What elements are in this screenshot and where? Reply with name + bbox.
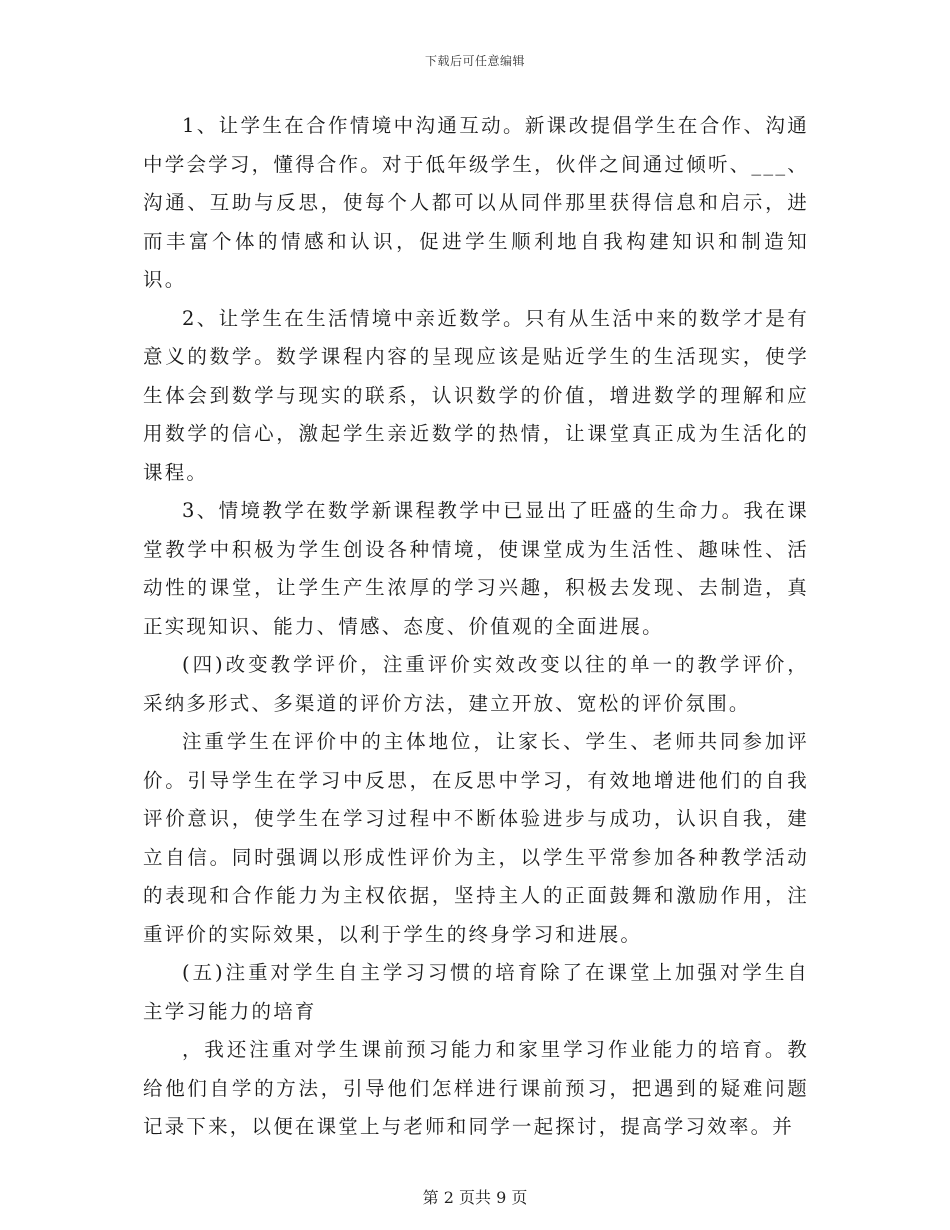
paragraph-4: (四)改变教学评价，注重评价实效改变以往的单一的教学评价，采纳多形式、多渠道的评价方法，建立开放、宽松的评价氛围。 [143,653,810,715]
paragraph-1: 1、让学生在合作情境中沟通互动。新课改提倡学生在合作、沟通中学会学习，懂得合作。对于低年级学生，伙伴之间通过倾听、___、沟通、互助与反思，使每个人都可以从同伴那里获得信息和启示，进而丰富个体的情感和认识，促进学生顺利地自我构建知识和制造知识。 [143,114,809,291]
page-footer: 第 2 页共 9 页 [422,1188,528,1207]
paragraph-2: 2、让学生在生活情境中亲近数学。只有从生活中来的数学才是有意义的数学。数学课程内容的呈现应该是贴近学生的生活现实，使学生体会到数学与现实的联系，认识数学的价值，增进数学的理解和应用数学的信心，激起学生亲近数学的热情，让课堂真正成为生活化的课程。 [143,306,809,484]
paragraph-7: ，我还注重对学生课前预习能力和家里学习作业能力的培育。教给他们自学的方法，引导他们怎样进行课前预习，把遇到的疑难问题记录下来，以便在课堂上与老师和同学一起探讨，提高学习效率。并 [143,1038,809,1138]
document-body [143,107,809,1147]
page-header: 下载后可任意编辑 [424,54,525,68]
paragraph-5: 注重学生在评价中的主体地位，让家长、学生、老师共同参加评价。引导学生在学习中反思，在反思中学习，有效地增进他们的自我评价意识，使学生在学习过程中不断体验进步与成功，认识自我，建立自信。同时强调以形成性评价为主，以学生平常参加各种教学活动的表现和合作能力为主权依据，坚持主人的正面鼓舞和激励作用，注重评价的实际效果，以利于学生的终身学习和进展。 [143,730,809,946]
paragraph-3: 3、情境教学在数学新课程教学中已显出了旺盛的生命力。我在课堂教学中积极为学生创设各种情境，使课堂成为生活性、趣味性、活动性的课堂，让学生产生浓厚的学习兴趣，积极去发现、去制造，真正实现知识、能力、情感、态度、价值观的全面进展。 [143,499,809,638]
paragraph-6: (五)注重对学生自主学习习惯的培育除了在课堂上加强对学生自主学习能力的培育 [143,961,810,1023]
